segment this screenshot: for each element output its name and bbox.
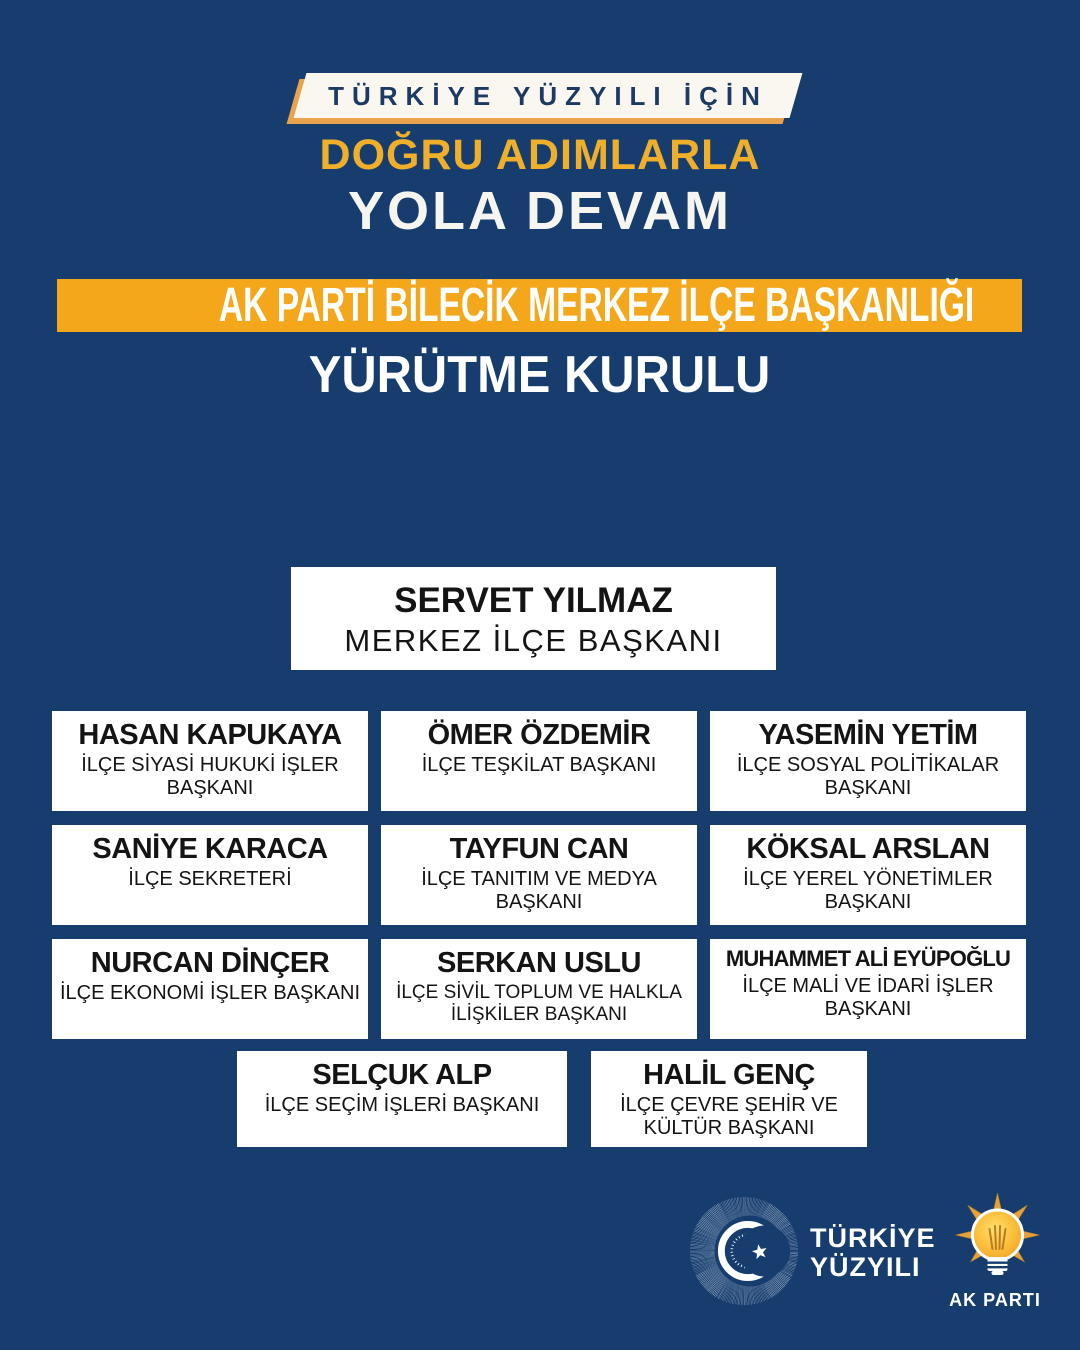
members-grid: [52, 711, 1026, 1039]
member-card: [710, 939, 1026, 1039]
slogan-line-2: YOLA DEVAM: [347, 181, 732, 241]
member-title: İLÇE MALİ VE İDARİ İŞLER BAŞKANI: [742, 974, 994, 1020]
member-card: [237, 1051, 567, 1147]
member-card: [52, 939, 368, 1039]
member-title: İLÇE SİYASİ HUKUKİ İŞLER BAŞKANI: [81, 754, 339, 800]
member-title: İLÇE SEÇİM İŞLERİ BAŞKANI: [264, 1094, 540, 1117]
member-name: KÖKSAL ARSLAN: [746, 833, 990, 865]
chairman-card: [291, 567, 776, 670]
member-card: [381, 825, 697, 925]
member-title: İLÇE YEREL YÖNETİMLER BAŞKANI: [743, 868, 993, 914]
member-name: HALİL GENÇ: [643, 1059, 815, 1091]
member-title: İLÇE ÇEVRE ŞEHİR VE KÜLTÜR BAŞKANI: [620, 1094, 838, 1140]
member-title: İLÇE SOSYAL POLİTİKALAR BAŞKANI: [736, 754, 1000, 800]
member-card: [710, 825, 1026, 925]
member-name: HASAN KAPUKAYA: [78, 719, 342, 751]
member-name: NURCAN DİNÇER: [90, 947, 330, 979]
member-card: [52, 825, 368, 925]
ak-parti-wordmark: AK PARTI: [949, 1290, 1041, 1310]
chairman-name: SERVET YILMAZ: [394, 581, 673, 621]
slogan-line-1: DOĞRU ADIMLARLA: [319, 131, 761, 179]
turkiye-yuzyili-wordmark: TÜRKİYE YÜZYILI: [810, 1223, 936, 1282]
member-title: İLÇE EKONOMİ İŞLER BAŞKANI: [59, 982, 361, 1005]
member-name: ÖMER ÖZDEMİR: [427, 719, 651, 751]
member-title: İLÇE TEŞKİLAT BAŞKANI: [421, 754, 657, 777]
ak-parti-lightbulb-icon: [945, 1193, 1050, 1293]
member-name: MUHAMMET ALİ EYÜPOĞLU: [725, 946, 1011, 971]
organization-banner-label: AK PARTİ BİLECİK MERKEZ İLÇE BAŞKANLIĞI: [218, 279, 975, 332]
member-title: İLÇE TANITIM VE MEDYA BAŞKANI: [421, 868, 657, 914]
members-bottom-row: [24, 1051, 1080, 1147]
member-card: [52, 711, 368, 811]
organization-banner: [57, 279, 1022, 332]
chairman-title: MERKEZ İLÇE BAŞKANI: [344, 622, 723, 658]
member-name: SANİYE KARACA: [92, 833, 328, 865]
member-card: [591, 1051, 867, 1147]
member-title: İLÇE SİVİL TOPLUM VE HALKLA İLİŞKİLER BAŞKANI: [396, 982, 682, 1026]
member-card: [381, 711, 697, 811]
member-name: YASEMİN YETİM: [758, 719, 978, 751]
member-card: [381, 939, 697, 1039]
section-title: YÜRÜTME KURULU: [309, 346, 771, 404]
member-name: SELÇUK ALP: [312, 1059, 492, 1091]
member-card: [710, 711, 1026, 811]
member-name: TAYFUN CAN: [449, 833, 629, 865]
top-banner-label: TÜRKİYE YÜZYILI İÇİN: [328, 81, 768, 111]
member-title: İLÇE SEKRETERİ: [128, 868, 292, 891]
member-name: SERKAN USLU: [437, 947, 641, 979]
turkiye-yuzyili-emblem-icon: [685, 1192, 803, 1310]
top-banner: [300, 73, 796, 118]
